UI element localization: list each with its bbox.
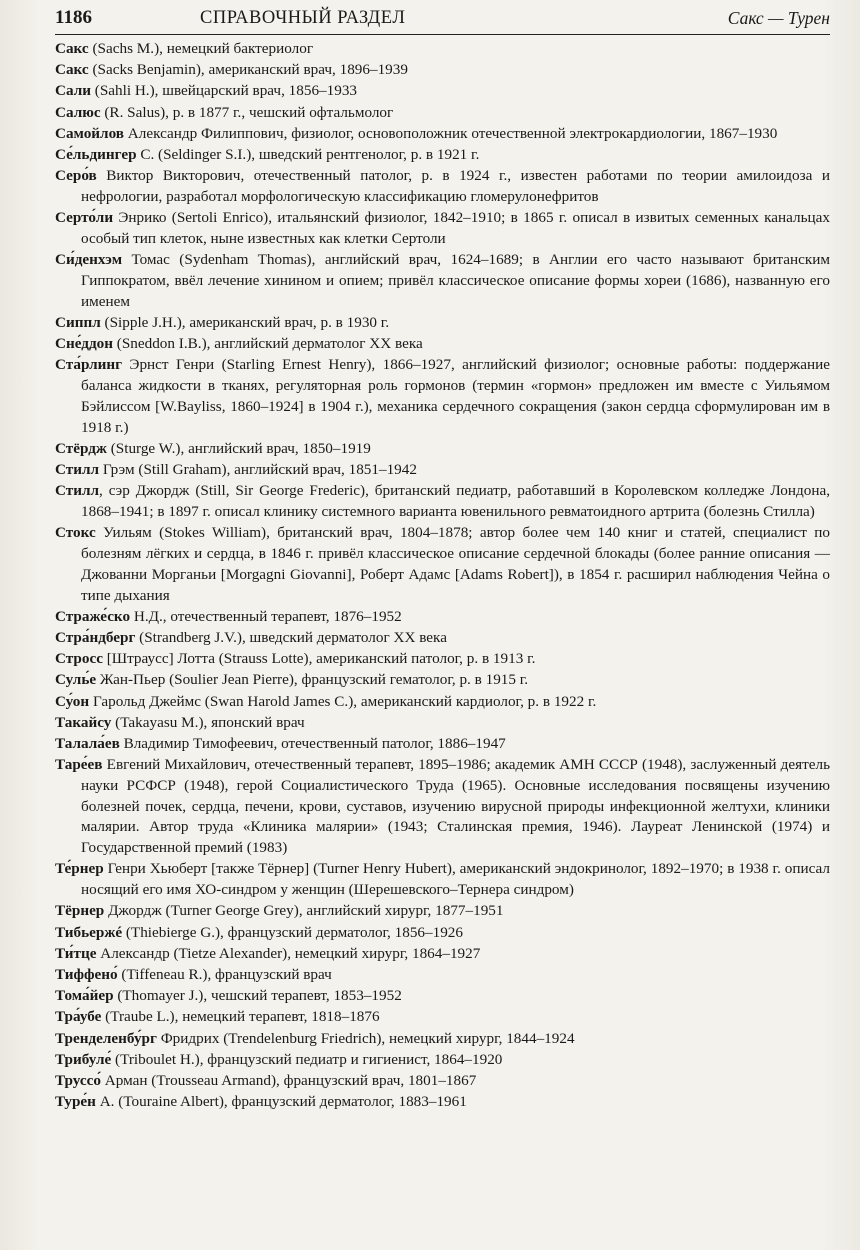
entry-text: Энрико (Sertoli Enrico), итальянский физиолог, 1842–1910; в 1865 г. описал в извитых семенных канальцах особый тип клеток, ныне известных как клетки Сертоли [81, 209, 830, 247]
entry-text: Жан-Пьер (Soulier Jean Pierre), французский гематолог, р. в 1915 г. [96, 671, 529, 689]
entry-headword: Стросс [55, 650, 103, 668]
entry-headword: Сне́ддон [55, 335, 113, 353]
entry-headword: Стра́ндберг [55, 628, 136, 646]
entry [55, 1029, 830, 1050]
entry-text: (Sahli H.), швейцарский врач, 1856–1933 [90, 82, 358, 100]
entry-headword: Тра́убе [55, 1008, 102, 1026]
entry-headword: Те́рнер [55, 860, 104, 878]
entry-headword: Тренделенбу́рг [55, 1029, 157, 1047]
entry-headword: Талала́ев [55, 734, 120, 752]
entry-text: (Triboulet H.), французский педиатр и гигиенист, 1864–1920 [111, 1050, 503, 1068]
entry [55, 755, 830, 859]
entry-text: А. (Touraine Albert), французский дерматолог, 1883–1961 [95, 1093, 467, 1111]
entry-headword: Си́денхэм [55, 251, 123, 269]
entry-list [55, 39, 830, 1113]
entry [55, 1050, 830, 1071]
entry [55, 481, 830, 523]
entry [55, 901, 830, 922]
entry [55, 39, 830, 60]
entry-headword: Сали [55, 82, 91, 100]
entry-headword: Ста́рлинг [55, 356, 122, 374]
entry-headword: Стилл [55, 482, 100, 500]
running-head: Сакс — Турен [727, 8, 830, 28]
entry [55, 103, 830, 124]
entry-headword: Салюс [55, 103, 101, 121]
entry-text: Александр Филиппович, физиолог, основоположник отечественной электрокардиологии, 1867–1930 [124, 124, 778, 142]
entry [55, 649, 830, 670]
entry [55, 923, 830, 944]
entry-text: Арман (Trousseau Armand), французский врач, 1801–1867 [101, 1071, 477, 1089]
entry-headword: Серто́ли [55, 209, 114, 227]
entry-text: Эрнст Генри (Starling Ernest Henry), 1866–1927, английский физиолог; основные работы: поддержание баланса жидкости в тканях, регуляторная роль гормонов (термин «гормон» предложен им вместе с Уильямом Бэйлиссом [W.Bayliss, 1860–1924] в 1904 г.), механика сердечного сокращения (закон сердца сформулирован им в 1918 г.) [81, 356, 830, 436]
entry-text: Евгений Михайлович, отечественный терапевт, 1895–1986; академик АМН СССР (1948), заслуженный деятель науки РСФСР (1948), герой Социалистического Труда (1965). Основные исследования посвящены изучению болезней почек, сердца, печени, крови, суставов, изучению вирусной природы инфекционной желтухи, клиники малярии. Автор труда «Клиника малярии» (1943; Сталинская премия, 1946). Лауреат Ленинской (1974) и Государственной премий (1983) [81, 756, 830, 857]
entry [55, 460, 830, 481]
entry [55, 859, 830, 901]
entry-text: Грэм (Still Graham), английский врач, 1851–1942 [99, 461, 417, 479]
entry-headword: Стёрдж [55, 439, 107, 457]
entry-text: Александр (Tietze Alexander), немецкий хирург, 1864–1927 [96, 944, 481, 962]
entry [55, 670, 830, 691]
entry-headword: Такайсу [55, 713, 112, 731]
entry-text: (Sipple J.H.), американский врач, р. в 1930 г. [100, 313, 390, 331]
entry [55, 60, 830, 81]
entry-headword: Тиффено́ [55, 966, 118, 983]
entry-text: Виктор Викторович, отечественный патолог, р. в 1924 г., известен работами по теории амилоидоза и нефрологии, разработал морфологическую классификацию гломерулонефритов [81, 167, 830, 205]
entry-text: Генри Хьюберт [также Тёрнер] (Turner Henry Hubert), американский эндокринолог, 1892–1970; в 1938 г. описал носящий его имя ХО-синдром у женщин (Шерешевского–Тернера синдром) [81, 860, 830, 899]
entry-text: Гарольд Джеймс (Swan Harold James C.), американский кардиолог, р. в 1922 г. [89, 692, 597, 710]
entry-text: (Sturge W.), английский врач, 1850–1919 [106, 439, 371, 457]
entry-headword: Стокс [55, 524, 96, 542]
entry-text: (Sacks Benjamin), американский врач, 1896–1939 [88, 61, 408, 79]
entry-text: Уильям (Stokes William), британский врач, 1804–1878; автор более чем 140 книг и статей, специалист по болезням лёгких и сердца, в 1846 г. привёл классическое описание сердечной блокады (более ранние описания — Джованни Морганьи [Morgagni Giovanni], Роберт Адамс [Adams Robert]), в 1854 г. расширил наблюдения Чейна о типе дыхания [81, 524, 830, 604]
entry [55, 523, 830, 606]
entry-text: [Штраусс] Лотта (Strauss Lotte), американский патолог, р. в 1913 г. [102, 650, 536, 668]
entry [55, 1071, 830, 1092]
entry [55, 1092, 830, 1113]
entry-text: Джордж (Turner George Grey), английский хирург, 1877–1951 [104, 902, 504, 920]
entry-headword: Тибьержé [55, 923, 123, 941]
entry-text: , сэр Джордж (Still, Sir George Frederic), британский педиатр, работавший в Королевском колледже Лондона, 1868–1941; в 1897 г. описал клинику системного варианта ювенильного ревматоидного артрита (болезнь Стилла) [81, 482, 830, 520]
entry [55, 607, 830, 628]
entry-text: (Strandberg J.V.), шведский дерматолог XX века [135, 628, 447, 646]
entry [55, 313, 830, 334]
entry-headword: Тёрнер [55, 902, 105, 920]
entry-headword: Су́он [55, 692, 90, 710]
entry [55, 81, 830, 102]
entry-headword: Серо́в [55, 167, 97, 185]
entry-text: С. (Seldinger S.I.), шведский рентгенолог, р. в 1921 г. [136, 145, 480, 163]
entry [55, 166, 830, 208]
entry-headword: Се́льдингер [55, 145, 137, 163]
entry-headword: Самойлов [55, 124, 124, 142]
entry-headword: Сакс [55, 61, 89, 79]
entry-headword: Туре́н [55, 1093, 96, 1111]
entry [55, 944, 830, 965]
entry [55, 355, 830, 438]
entry [55, 965, 830, 986]
entry [55, 250, 830, 312]
entry-text: (Sneddon I.B.), английский дерматолог XX века [112, 335, 423, 353]
entry-text: (Tiffeneau R.), французский врач [117, 966, 332, 983]
entry-text: (Sachs M.), немецкий бактериолог [88, 40, 314, 57]
entry-headword: Труссо́ [55, 1071, 101, 1089]
entry-headword: Сиппл [55, 313, 101, 331]
entry-headword: Сакс [55, 40, 89, 57]
entry-headword: Ти́тце [55, 944, 97, 962]
entry-text: (Thiebierge G.), французский дерматолог, 1856–1926 [122, 923, 463, 941]
page-number: 1186 [55, 7, 92, 28]
entry-headword: Тома́йер [55, 987, 114, 1005]
entry-text: Томас (Sydenham Thomas), английский врач, 1624–1689; в Англии его часто называют британским Гиппократом, ввёл лечение хинином и опием; привёл классическое описание формы хореи (1686), названную его именем [81, 251, 830, 310]
entry-text: Владимир Тимофеевич, отечественный патолог, 1886–1947 [119, 734, 506, 752]
entry [55, 628, 830, 649]
entry [55, 986, 830, 1007]
entry-headword: Таре́ев [55, 756, 103, 774]
entry-text: (Thomayer J.), чешский терапевт, 1853–1952 [113, 987, 402, 1005]
page-header [55, 0, 830, 35]
entry-text: Фридрих (Trendelenburg Friedrich), немецкий хирург, 1844–1924 [156, 1029, 575, 1047]
entry [55, 734, 830, 755]
entry-headword: Суль́е [55, 671, 97, 689]
entry-text: (Takayasu M.), японский врач [111, 713, 305, 731]
entry [55, 124, 830, 145]
entry-headword: Трибуле́ [55, 1050, 112, 1068]
entry [55, 145, 830, 166]
entry [55, 692, 830, 713]
entry [55, 439, 830, 460]
entry [55, 1007, 830, 1028]
entry-headword: Страже́ско [55, 607, 131, 625]
section-title: СПРАВОЧНЫЙ РАЗДЕЛ [200, 8, 406, 28]
entry [55, 208, 830, 250]
entry-headword: Стилл [55, 461, 100, 479]
entry [55, 334, 830, 355]
entry-text: Н.Д., отечественный терапевт, 1876–1952 [130, 607, 402, 625]
entry-text: (Traube L.), немецкий терапевт, 1818–1876 [101, 1008, 380, 1026]
entry-text: (R. Salus), р. в 1877 г., чешский офтальмолог [100, 103, 394, 121]
entry [55, 713, 830, 734]
